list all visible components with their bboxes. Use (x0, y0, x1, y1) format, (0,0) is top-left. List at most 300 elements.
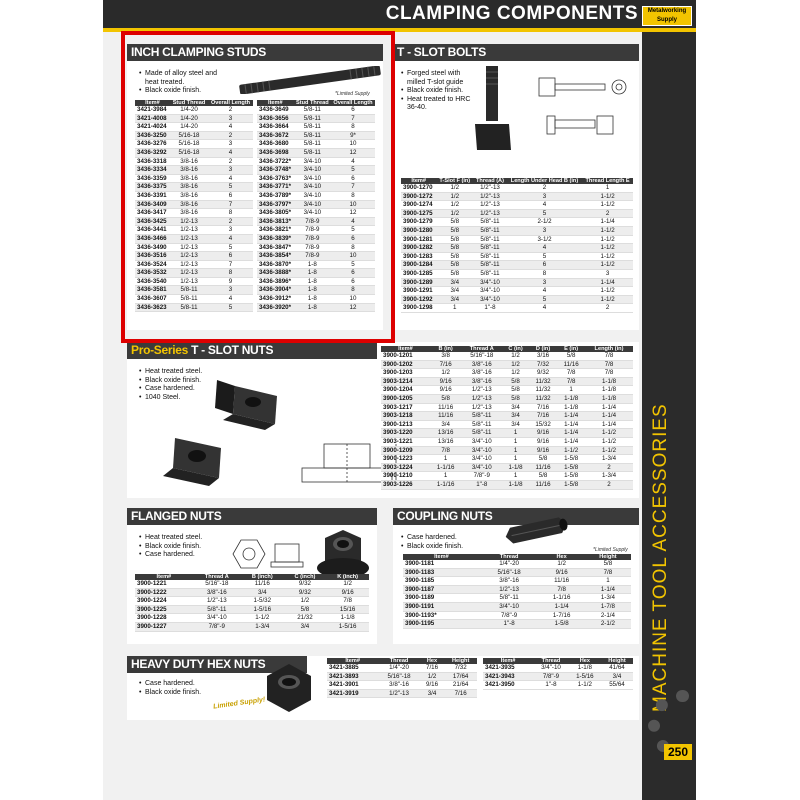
table-cell: 1-5/16 (241, 605, 284, 614)
bullet: • Black oxide finish. (139, 377, 239, 386)
table-cell: 8 (208, 269, 253, 278)
table-cell: 1-1/2 (582, 287, 633, 296)
table-cell: 9/16 (529, 437, 557, 446)
table-cell: 5/8"-11 (461, 412, 502, 421)
table-cell: 3900-1272 (401, 192, 436, 201)
table-cell: 5/16-18 (170, 140, 208, 149)
table-cell: 3900-1227 (135, 622, 193, 631)
table-cell: 5/16"-18 (378, 672, 420, 681)
table-cell: 3900-1270 (401, 184, 436, 192)
table-cell: 3/8"-16 (461, 377, 502, 386)
table-cell: 5/16"-18 (193, 580, 241, 588)
table-cell: 3421-4024 (135, 123, 170, 132)
table-cell: 3/4 (502, 420, 529, 429)
table-cell: 7/8"-9 (480, 611, 539, 620)
bullet: • Case hardened. (139, 385, 239, 394)
table-cell: 11/16 (557, 360, 585, 369)
table-cell: 4 (208, 174, 253, 183)
table-cell: 3900-1213 (381, 420, 430, 429)
table-cell: 1-1/2 (582, 235, 633, 244)
table-row (401, 184, 633, 192)
table-cell: 1/2"-13 (473, 184, 507, 192)
table-cell: 1-1/2 (569, 681, 601, 690)
table-cell: 3/4-10 (294, 166, 331, 175)
table-cell: 10 (331, 252, 375, 261)
table-row (135, 580, 369, 588)
col-header: Item# (135, 100, 170, 106)
table-cell: 6 (331, 234, 375, 243)
table-cell: 2 (208, 217, 253, 226)
table-cell: 5/16-18 (170, 148, 208, 157)
table-cell: 5/8 (284, 605, 327, 614)
table-cell: 4 (507, 287, 582, 296)
table-cell: 1-5/16 (569, 672, 601, 681)
table-cell: 5 (208, 303, 253, 312)
table-cell: 7/8 (430, 446, 461, 455)
table-cell: 3900-1210 (381, 472, 430, 481)
table-cell: 3900-1285 (401, 269, 436, 278)
table-cell: 3900-1292 (401, 295, 436, 304)
col-header: Hex (420, 658, 445, 664)
table-cell: 1/2 (436, 192, 473, 201)
table-cell: 4 (208, 234, 253, 243)
tslot-bolt-diagram (533, 68, 633, 148)
table-row (381, 369, 633, 378)
table-cell: 1/2"-13 (473, 192, 507, 201)
table-cell: 3/8"-16 (461, 360, 502, 369)
table-cell: 3436-3417 (135, 209, 170, 218)
flanged-nuts-panel (127, 508, 377, 644)
table-cell: 4 (208, 148, 253, 157)
table-cell: 5/8-11 (294, 140, 331, 149)
table-cell: 3421-3893 (327, 672, 378, 681)
table-cell: 3900-1283 (401, 252, 436, 261)
col-header: E (in) (557, 346, 585, 352)
table-cell: 8 (331, 191, 375, 200)
table-cell: 7/8 (326, 597, 369, 606)
table-cell: 1-1/2 (557, 446, 585, 455)
table-cell: 5/8 (430, 394, 461, 403)
table-cell: 3436-3664 (257, 123, 294, 132)
header-band (103, 0, 696, 32)
table-cell: 4 (208, 295, 253, 304)
table-cell: 10 (331, 295, 375, 304)
table-cell: 1-1/8 (585, 394, 633, 403)
table-cell: 3900-1289 (401, 278, 436, 287)
table-cell: 3900-1202 (381, 360, 430, 369)
table-cell: 4 (507, 201, 582, 210)
table-cell: 5/8 (436, 261, 473, 270)
table-cell: 7/8 (585, 568, 631, 577)
table-cell: 1-1/16 (538, 594, 584, 603)
table-cell: 5 (507, 209, 582, 218)
table-cell: 5/8-11 (294, 148, 331, 157)
table-cell: 1/2-13 (170, 217, 208, 226)
tslot-table (401, 178, 633, 313)
table-cell: 11/32 (529, 386, 557, 395)
table-cell: 1-1/2 (582, 252, 633, 261)
table-cell: 1-8 (294, 260, 331, 269)
table-cell: 3900-1191 (403, 602, 480, 611)
flanged-title: FLANGED NUTS (127, 508, 377, 525)
table-cell: 9/16 (430, 377, 461, 386)
table-cell: 5/16-18 (170, 131, 208, 140)
col-header: Height (444, 658, 477, 664)
table-cell: 2 (208, 157, 253, 166)
table-cell: 3900-1280 (401, 226, 436, 235)
page-title: CLAMPING COMPONENTS (385, 3, 638, 24)
table-cell: 11/32 (529, 394, 557, 403)
table-cell: 7/8-9 (294, 243, 331, 252)
table-cell: 1/2 (430, 369, 461, 378)
table-cell: 7 (331, 114, 375, 123)
table-row (381, 446, 633, 455)
col-header: Thread A (461, 346, 502, 352)
table-cell: 5/8"-11 (461, 420, 502, 429)
table-cell: 7/32 (529, 360, 557, 369)
table-cell: 3900-1298 (401, 304, 436, 313)
table-cell: 1-1/8 (569, 664, 601, 672)
table-cell: 2 (582, 304, 633, 313)
table-cell: 3/4 (430, 420, 461, 429)
table-cell: 1-5/32 (241, 597, 284, 606)
pro-title-accent: Pro-Series (131, 343, 189, 357)
table-cell: 2-1/4 (585, 611, 631, 620)
table-cell: 3/4"-10 (473, 278, 507, 287)
table-cell: 1 (502, 437, 529, 446)
table-cell: 3/4"-10 (473, 295, 507, 304)
table-cell: 3421-3935 (483, 664, 533, 672)
table-cell: 3421-3984 (135, 106, 170, 114)
table-cell: 3436-3516 (135, 252, 170, 261)
table-cell: 1/2 (326, 580, 369, 588)
table-cell: 5/8 (502, 394, 529, 403)
table-cell: 9/32 (284, 588, 327, 597)
table-cell: 5/8 (502, 377, 529, 386)
table-cell: 5/8-11 (170, 295, 208, 304)
table-cell: 3436-3490 (135, 243, 170, 252)
table-cell: 1-1/2 (582, 244, 633, 253)
table-cell: 3436-3839* (257, 234, 294, 243)
table-cell: 5/8 (436, 226, 473, 235)
table-cell: 1 (582, 184, 633, 192)
table-cell: 3/4 (241, 588, 284, 597)
table-cell: 3 (582, 269, 633, 278)
table-cell: 3900-1282 (401, 244, 436, 253)
table-cell: 3/4-10 (294, 183, 331, 192)
table-cell: 3/8-16 (170, 183, 208, 192)
table-row (401, 278, 633, 287)
table-cell: 3421-3950 (483, 681, 533, 690)
table-row (403, 611, 631, 620)
coupling-table (403, 554, 631, 629)
table-cell: 9/16 (326, 588, 369, 597)
table-cell: 5/8-11 (294, 123, 331, 132)
table-cell: 3436-3920* (257, 303, 294, 312)
col-header: T-Slot F (in) (436, 178, 473, 184)
table-cell: 1-5/8 (557, 472, 585, 481)
coupling-bullets (401, 534, 491, 551)
heavy-hex-nuts-panel (127, 656, 639, 720)
table-cell: 3436-3607 (135, 295, 170, 304)
table-row (381, 455, 633, 464)
table-cell: 3436-3680 (257, 140, 294, 149)
table-row (381, 360, 633, 369)
limited-supply-label: Limited Supply! (212, 696, 266, 711)
table-row (483, 664, 633, 672)
table-cell: 1-7/16 (538, 611, 584, 620)
table-row (401, 287, 633, 296)
table-cell: 3900-1228 (135, 614, 193, 623)
table-cell: 7/8 (557, 369, 585, 378)
table-cell: 11/32 (529, 377, 557, 386)
table-row (381, 420, 633, 429)
table-cell: 3421-3919 (327, 689, 378, 698)
table-cell: 1/2-13 (170, 269, 208, 278)
table-cell: 3436-3904* (257, 286, 294, 295)
table-cell: 3 (507, 278, 582, 287)
table-cell: 3436-3821* (257, 226, 294, 235)
table-row (403, 620, 631, 629)
table-cell: 5/8 (529, 455, 557, 464)
table-cell: 1 (502, 446, 529, 455)
table-cell: 7/8-9 (294, 234, 331, 243)
table-row (401, 244, 633, 253)
table-cell: 1-1/4 (582, 218, 633, 227)
table-cell: 5 (331, 166, 375, 175)
table-cell: 9/16 (430, 386, 461, 395)
col-header: C (inch) (284, 574, 327, 580)
table-cell: 3436-3854* (257, 252, 294, 261)
table-cell: 10 (331, 140, 375, 149)
table-cell: 1-1/8 (502, 463, 529, 472)
col-header: Item# (135, 574, 193, 580)
table-cell: 5/8"-11 (473, 269, 507, 278)
table-cell: 1"-8 (533, 681, 569, 690)
col-header: Overall Length (331, 100, 375, 106)
table-cell: 3900-1193* (403, 611, 480, 620)
table-cell: 5/8 (502, 386, 529, 395)
table-cell: 5/8 (436, 218, 473, 227)
side-band (642, 32, 696, 800)
col-header: K (inch) (326, 574, 369, 580)
table-cell: 5 (208, 243, 253, 252)
table-cell: 1-1/8 (585, 386, 633, 395)
table-cell: 7 (208, 200, 253, 209)
tslot-bullets (401, 70, 471, 113)
table-cell: 3900-1279 (401, 218, 436, 227)
table-cell: 1-8 (294, 303, 331, 312)
table-cell: 3900-1204 (381, 386, 430, 395)
table-row (401, 261, 633, 270)
col-header: Length Under Head B (in) (507, 178, 582, 184)
col-header: C (in) (502, 346, 529, 352)
table-cell: 7/8 (585, 352, 633, 360)
table-cell: 7/32 (444, 664, 477, 672)
table-cell: 3903-1220 (381, 429, 430, 438)
table-cell: 1-1/16 (430, 463, 461, 472)
table-cell: 1/2 (436, 184, 473, 192)
table-cell: 5/8 (529, 472, 557, 481)
table-cell: 3/4 (436, 287, 473, 296)
col-header: D (in) (529, 346, 557, 352)
table-row (135, 622, 369, 631)
table-cell: 3436-3359 (135, 174, 170, 183)
col-header: Hex (538, 554, 584, 560)
table-cell: 15/32 (529, 420, 557, 429)
table-cell: 3436-3813* (257, 217, 294, 226)
table-cell: 3421-3943 (483, 672, 533, 681)
tslot-bolt-image (473, 64, 513, 154)
table-cell: 4 (507, 304, 582, 313)
pro-table (381, 346, 633, 490)
table-cell: 12 (331, 209, 375, 218)
table-row (401, 218, 633, 227)
table-cell: 3/4 (436, 278, 473, 287)
table-cell: 1 (502, 472, 529, 481)
table-cell: 1-8 (294, 295, 331, 304)
table-cell: 3/8-16 (170, 209, 208, 218)
table-cell: 1 (557, 386, 585, 395)
table-cell: 11/16 (529, 480, 557, 489)
table-cell: 4 (507, 244, 582, 253)
table-cell: 3900-1291 (401, 287, 436, 296)
col-header: Item# (381, 346, 430, 352)
table-cell: 11/16 (529, 463, 557, 472)
table-cell: 3900-1281 (401, 235, 436, 244)
table-cell: 9* (331, 131, 375, 140)
table-cell: 1-8 (294, 286, 331, 295)
table-cell: 1 (430, 455, 461, 464)
table-cell: 8 (331, 286, 375, 295)
heavy-title: HEAVY DUTY HEX NUTS (127, 656, 307, 673)
table-cell: 1/2 (502, 360, 529, 369)
table-cell: 3/8"-16 (461, 369, 502, 378)
table-cell: 2 (585, 463, 633, 472)
table-cell: 3900-1225 (135, 605, 193, 614)
table-cell: 7/8-9 (294, 217, 331, 226)
coupling-nut-image (503, 512, 573, 548)
table-cell: 5/8-11 (170, 286, 208, 295)
table-cell: 5/8 (436, 269, 473, 278)
table-cell: 1/2"-13 (461, 386, 502, 395)
table-cell: 3/4-10 (294, 200, 331, 209)
table-cell: 3436-3896* (257, 277, 294, 286)
table-cell: 6 (331, 174, 375, 183)
table-cell: 5 (208, 183, 253, 192)
table-cell: 1/4-20 (170, 123, 208, 132)
table-cell: 1-8 (294, 277, 331, 286)
table-cell: 3903-1217 (381, 403, 430, 412)
table-cell: 4 (331, 217, 375, 226)
table-cell: 1-5/8 (557, 455, 585, 464)
table-cell: 5/8-11 (294, 106, 331, 114)
table-row (327, 672, 477, 681)
table-cell: 3436-3748* (257, 166, 294, 175)
table-cell: 11/16 (241, 580, 284, 588)
table-cell: 1/2-13 (170, 252, 208, 261)
table-cell: 21/64 (444, 681, 477, 690)
table-row (401, 235, 633, 244)
table-cell: 6 (208, 191, 253, 200)
table-cell: 12 (331, 303, 375, 312)
table-cell: 3/8"-16 (378, 681, 420, 690)
table-cell: 1/2 (436, 209, 473, 218)
flanged-table (135, 574, 369, 632)
table-cell: 1 (430, 472, 461, 481)
table-cell: 9 (208, 277, 253, 286)
table-cell: 3/4 (601, 672, 633, 681)
col-header: Length (in) (585, 346, 633, 352)
tslot-nut-image (157, 372, 287, 490)
table-row (403, 560, 631, 568)
table-cell: 7/16 (420, 664, 445, 672)
table-row (381, 472, 633, 481)
table-cell: 3900-1187 (403, 585, 480, 594)
col-header: Stud Thread (170, 100, 208, 106)
table-cell: 3436-3425 (135, 217, 170, 226)
table-cell: 6 (208, 252, 253, 261)
table-cell: 3/4-10 (294, 174, 331, 183)
table-cell: 3/8-16 (170, 174, 208, 183)
col-header: B (in) (430, 346, 461, 352)
table-cell: 9/16 (529, 446, 557, 455)
table-cell: 3900-1223 (381, 455, 430, 464)
table-cell: 7/8"-9 (533, 672, 569, 681)
table-cell: 3436-3623 (135, 303, 170, 312)
table-cell: 1-1/2 (241, 614, 284, 623)
table-cell: 1-1/16 (430, 480, 461, 489)
table-cell: 1/2-13 (170, 234, 208, 243)
table-cell: 8 (507, 269, 582, 278)
table-cell: 3/4-10 (294, 157, 331, 166)
col-header: Thread A (193, 574, 241, 580)
table-cell: 3 (208, 166, 253, 175)
table-cell: 13/16 (430, 429, 461, 438)
table-cell: 1 (436, 304, 473, 313)
table-cell: 11/16 (538, 577, 584, 586)
table-cell: 1/2-13 (170, 260, 208, 269)
flanged-nut-image (315, 528, 371, 580)
table-cell: 7/16 (529, 412, 557, 421)
table-cell: 3-1/2 (507, 235, 582, 244)
table-cell: 1-1/2 (585, 429, 633, 438)
table-cell: 1/2 (502, 352, 529, 360)
table-cell: 5/8"-11 (480, 594, 539, 603)
table-cell: 3/4 (436, 295, 473, 304)
table-cell: 1-1/2 (585, 446, 633, 455)
bullet: • Black oxide finish. (139, 689, 229, 698)
highlight-box (121, 31, 395, 343)
table-cell: 1-1/8 (557, 394, 585, 403)
table-row (381, 437, 633, 446)
table-cell: 1-1/8 (557, 403, 585, 412)
table-cell: 8 (208, 209, 253, 218)
table-cell: 3 (507, 226, 582, 235)
bullet: • Black oxide finish. (139, 543, 229, 552)
table-cell: 7/16 (430, 360, 461, 369)
table-cell: 9/16 (529, 429, 557, 438)
bullet: • Case hardened. (139, 551, 229, 560)
table-cell: 1-5/8 (557, 480, 585, 489)
heavy-table-right (483, 658, 633, 690)
table-cell: 3/8-16 (170, 191, 208, 200)
col-header: Thread (378, 658, 420, 664)
table-cell: 3/4 (502, 412, 529, 421)
table-row (401, 201, 633, 210)
table-cell: 1-5/16 (326, 622, 369, 631)
table-cell: 1-1/4 (582, 278, 633, 287)
